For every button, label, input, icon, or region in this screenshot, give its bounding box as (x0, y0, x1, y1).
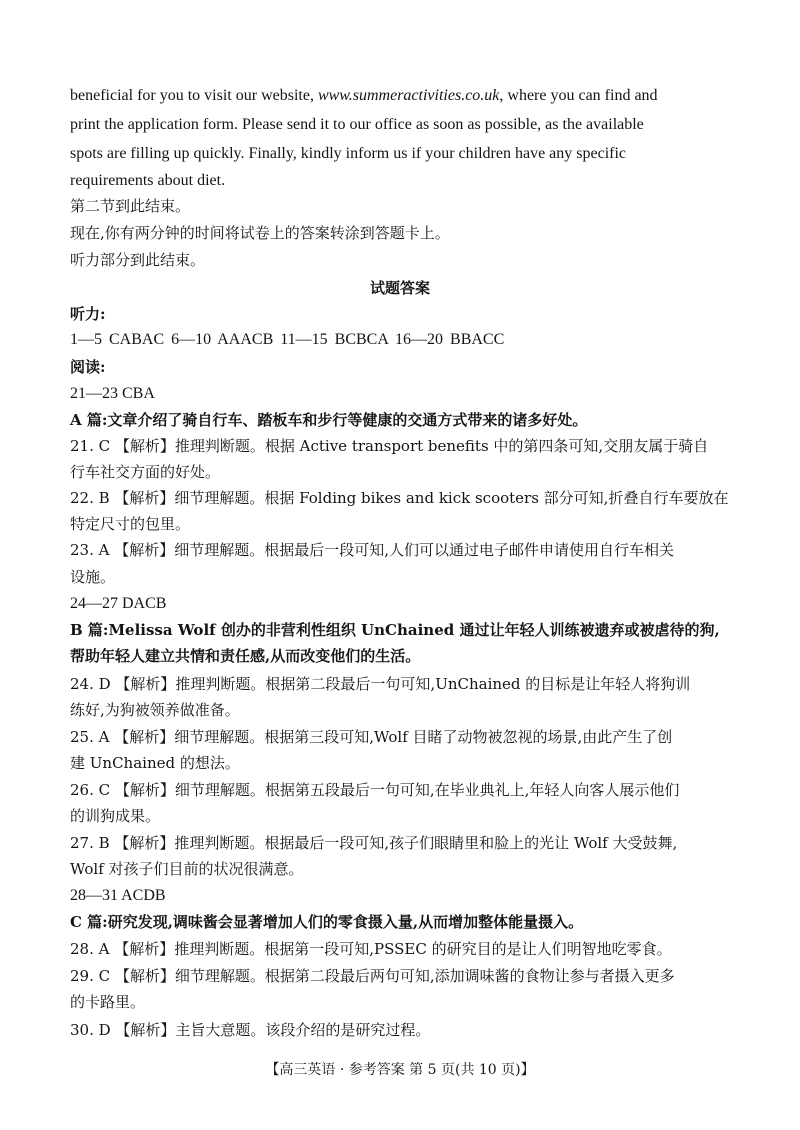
end-listening-note: 听力部分到此结束。 (70, 251, 206, 269)
listening-answers: 1—5 CABAC 6—10 AAACB 11—15 BCBCA 16—20 BBACC (70, 331, 505, 348)
answers-title: 试题答案 (369, 279, 430, 297)
answer-25: 25. A 【解析】细节理解题。根据第三段可知,Wolf 目睹了动物被忽视的场景,由此产生了创 (70, 728, 673, 746)
transcript-line-3: spots are filling up quickly. Finally, kindly inform us if your children have any specific (70, 145, 627, 162)
answer-27-cont: Wolf 对孩子们目前的状况很满意。 (70, 860, 304, 878)
range-28-31: 28—31 ACDB (70, 887, 166, 904)
website-url: www.summeractivities.co.uk (317, 87, 500, 104)
answer-24: 24. D 【解析】推理判断题。根据第二段最后一句可知,UnChained 的目标是让年轻人将狗训 (70, 675, 691, 693)
answer-26-cont: 的训狗成果。 (70, 807, 161, 825)
answer-22-cont: 特定尺寸的包里。 (70, 515, 191, 533)
answer-23: 23. A 【解析】细节理解题。根据最后一段可知,人们可以通过电子邮件申请使用自行车相关 (70, 541, 674, 559)
range-24-27: 24—27 DACB (70, 595, 167, 612)
transcript-line-4: requirements about diet. (70, 172, 226, 189)
answer-24-cont: 练好,为狗被领养做准备。 (70, 701, 240, 719)
answer-23-cont: 设施。 (70, 568, 116, 586)
answer-21-cont: 行车社交方面的好处。 (70, 463, 221, 481)
transcript-line-2: print the application form. Please send it to our office as soon as possible, as the available (70, 116, 644, 133)
summary-c: C 篇:研究发现,调味酱会显著增加人们的零食摄入量,从而增加整体能量摄入。 (70, 913, 584, 931)
answer-22: 22. B 【解析】细节理解题。根据 Folding bikes and kick scooters 部分可知,折叠自行车要放在 (70, 489, 729, 507)
page-footer: 【高三英语 · 参考答案 第 5 页(共 10 页)】 (265, 1062, 535, 1078)
summary-b: B 篇:Melissa Wolf 创办的非营利性组织 UnChained 通过让年轻人训练被遗弃或被虐待的狗, (70, 621, 720, 639)
answer-26: 26. C 【解析】细节理解题。根据第五段最后一句可知,在毕业典礼上,年轻人向客人展示他们 (70, 781, 680, 799)
answer-21: 21. C 【解析】推理判断题。根据 Active transport benefits 中的第四条可知,交朋友属于骑自 (70, 437, 709, 455)
answer-27: 27. B 【解析】推理判断题。根据最后一段可知,孩子们眼睛里和脸上的光让 Wolf 大受鼓舞, (70, 834, 678, 852)
range-21-23: 21—23 CBA (70, 385, 155, 402)
answer-28: 28. A 【解析】推理判断题。根据第一段可知,PSSEC 的研究目的是让人们明智地吃零食。 (70, 940, 672, 958)
listening-label: 听力: (70, 305, 106, 323)
summary-a: A 篇:文章介绍了骑自行车、踏板车和步行等健康的交通方式带来的诸多好处。 (70, 411, 588, 429)
answer-25-cont: 建 UnChained 的想法。 (70, 754, 240, 772)
end-section-note: 第二节到此结束。 (70, 197, 191, 215)
answer-29-cont: 的卡路里。 (70, 993, 146, 1011)
answer-29: 29. C 【解析】细节理解题。根据第二段最后两句可知,添加调味酱的食物让参与者摄入更多 (70, 967, 675, 985)
summary-b-cont: 帮助年轻人建立共情和责任感,从而改变他们的生活。 (70, 647, 421, 665)
reading-label: 阅读: (70, 358, 106, 376)
answer-30: 30. D 【解析】主旨大意题。该段介绍的是研究过程。 (70, 1021, 431, 1039)
transcript-line-1: beneficial for you to visit our website, www.summeractivities.co.uk, where you can find and (70, 87, 658, 104)
transfer-notice: 现在,你有两分钟的时间将试卷上的答案转涂到答题卡上。 (70, 224, 450, 242)
